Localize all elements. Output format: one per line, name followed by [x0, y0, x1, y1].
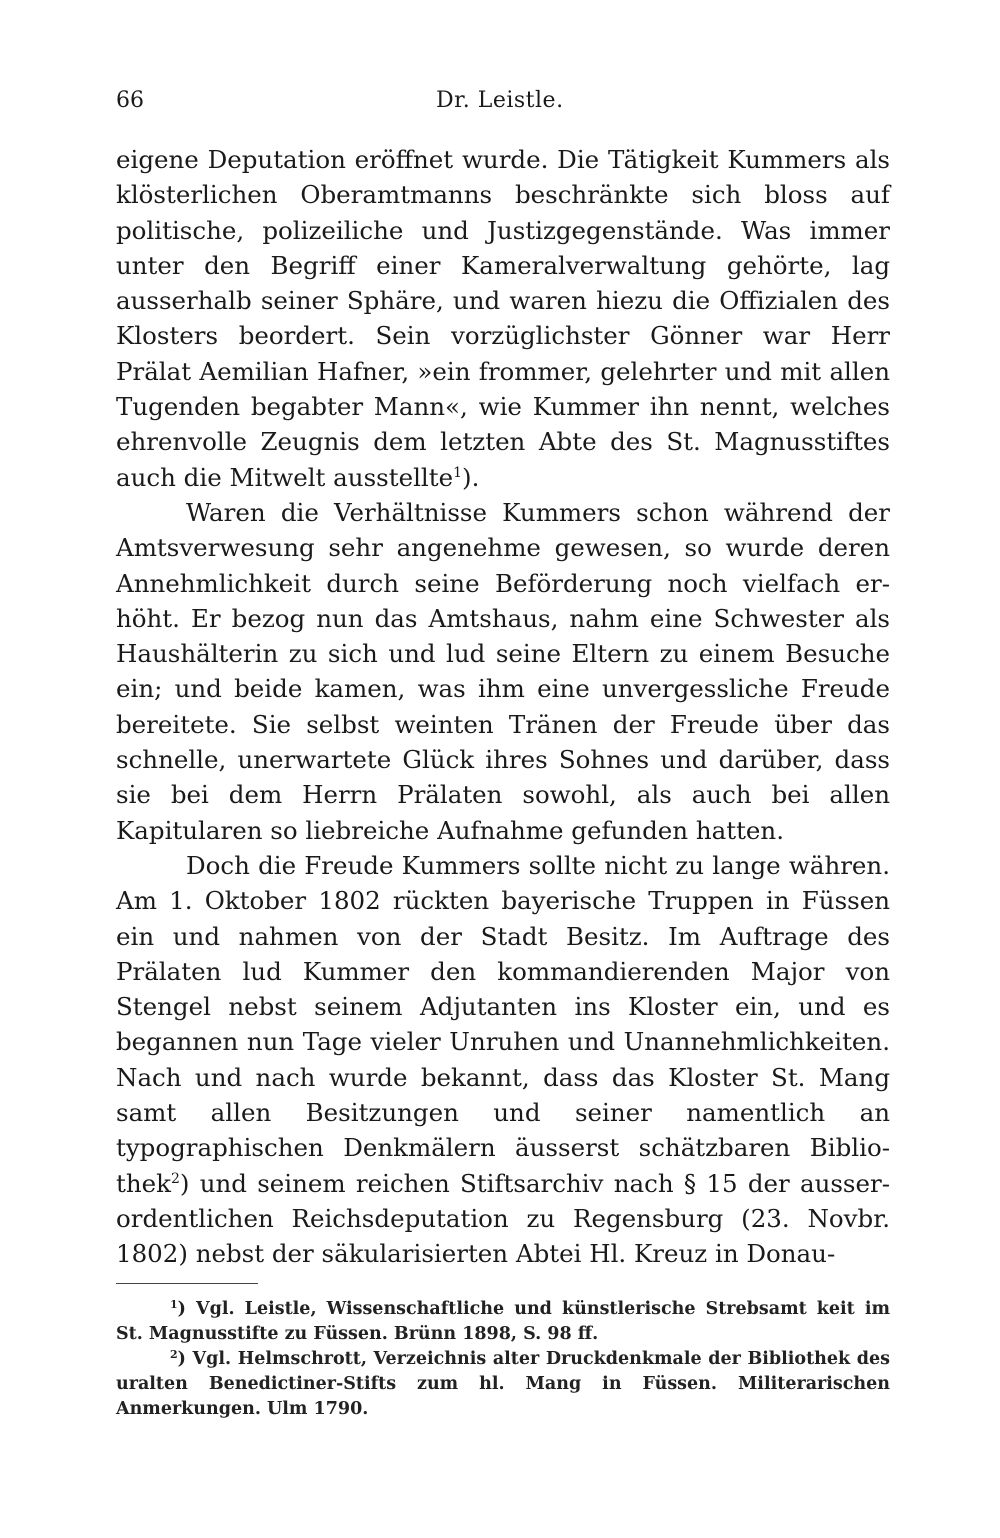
paragraph-3	[116, 848, 890, 1272]
paragraph-2: Waren die Verhältnisse Kummers schon während der Amtsverwesung sehr angenehme gewesen, so wurde deren Annehmlichkeit durch seine Beförderung noch vielfach erhöht. Er bezog nun das Amtshaus, nahm eine Schwester als Haushälterin zu sich und lud seine Eltern zu einem Besuche ein; und beide kamen, was ihm eine unvergessliche Freude bereitete. Sie selbst weinten Tränen der Freude über das schnelle, unerwartete Glück ihres Sohnes und darüber, dass sie bei dem Herrn Prälaten sowohl, als auch bei allen Kapitularen so liebreiche Aufnahme gefunden hatten.	[116, 497, 890, 845]
paragraph-3-text: Doch die Freude Kummers sollte nicht zu lange währen. Am 1. Oktober 1802 rückten bayerische Truppen in Füssen ein und nahmen von der Stadt Besitz. Im Auftrage des Prälaten lud Kummer den kommandierenden Major von Stengel nebst seinem Adjutanten ins Kloster ein, und es begannen nun Tage vieler Unruhen und Unannehmlichkeiten. Nach und nach wurde bekannt, dass das Kloster St. Mang samt allen Besitzungen und seiner namentlich an typographischen Denkmälern äusserst schätzbaren Bibliothek	[116, 850, 890, 1198]
footnote-1-mark: 1	[170, 1298, 178, 1311]
running-head: Dr. Leistle.	[436, 88, 564, 113]
footnotes	[116, 1297, 890, 1422]
paragraph-1-end: ).	[462, 462, 480, 492]
main-text	[116, 142, 890, 1272]
footnote-1-text: ) Vgl. Leistle, Wissenschaftliche und künstlerische Strebsamt keit im St. Magnusstifte zu Füssen. Brünn 1898, S. 98 ff.	[116, 1299, 890, 1344]
footnote-ref-1: 1	[453, 464, 463, 481]
paragraph-1	[116, 142, 890, 495]
footnote-divider	[116, 1283, 258, 1284]
page-number: 66	[116, 88, 144, 113]
paragraph-1-text: eigene Deputation eröffnet wurde. Die Tätigkeit Kummers als klösterlichen Oberamtmanns beschränkte sich bloss auf politische, polizeiliche und Justizgegenstände. Was immer unter den Begriff einer Kameralverwaltung gehörte, lag ausserhalb seiner Sphäre, und waren hiezu die Offizialen des Klosters beordert. Sein vorzüglichster Gönner war Herr Prälat Aemilian Hafner, »ein frommer, gelehrter und mit allen Tugenden begabter Mann«, wie Kummer ihn nennt, welches ehrenvolle Zeugnis dem letzten Abte des St. Magnusstiftes auch die Mitwelt ausstellte	[116, 145, 890, 492]
footnote-2-text: ) Vgl. Helmschrott, Verzeichnis alter Druckdenkmale der Bibliothek des uralten Benedictiner-Stifts zum hl. Mang in Füssen. Militerarischen Anmerkungen. Ulm 1790.	[116, 1349, 890, 1419]
footnote-1	[116, 1297, 890, 1347]
paragraph-3-end: ) und seinem reichen Stiftsarchiv nach § 15 der ausserordentlichen Reichsdeputation zu Regensburg (23. Novbr. 1802) nebst der säkularisierten Abtei Hl. Kreuz in Donau-	[116, 1168, 890, 1269]
page-header	[116, 88, 890, 118]
footnote-2	[116, 1347, 890, 1422]
footnote-2-mark: 2	[170, 1348, 178, 1361]
footnote-ref-2: 2	[170, 1170, 180, 1187]
